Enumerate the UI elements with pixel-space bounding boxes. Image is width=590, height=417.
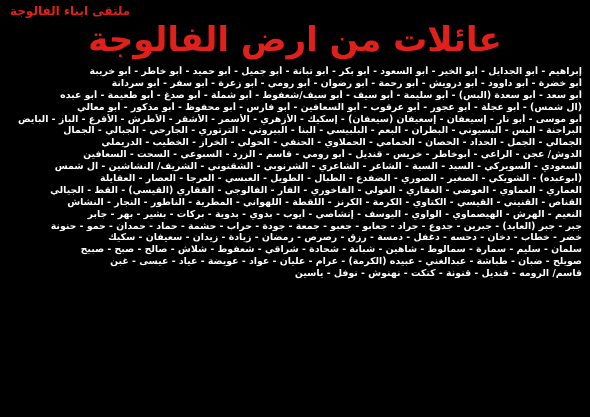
family-names-line: قاسم/ الرومه - قنديل - قنونة - كتكت - نهنوش - نوفل - ياسين <box>294 268 582 280</box>
family-names-line: خضر - خطاب - دخان - دحسه - دغفل - دمسة - رزق - رصرص - رمضان - زيادة - زيدان - سعيفان - سكيك <box>108 232 582 244</box>
family-names-line: الجمالي - الجمل - الحداد - الحصان - الحمامي - الحملاوي - الحنفي - الحولي - الخراز - الخطيب - الدريملي <box>101 137 582 149</box>
family-names-line: إبراهيم - أبو الجدايل - أبو الخير - أبو السعود - أبو بكر - أبو تبانة - أبو جميل - أبو حميد - أبو خاطر - أبو خريبة <box>89 66 582 77</box>
family-names-list <box>8 66 582 412</box>
family-names-line: صويلح - ضبان - طباشة - عبدالغني - عبيده (الكرمة) - عرام - عليان - عواد - عويضة - عياد - عيسى - غبن <box>110 256 582 268</box>
family-names-line: أبو سعد - أبو سعدة (البس) - أبو سليمة - أبو سيف - أبو سيف/شعفوط - أبو شملة - أبو صدغ - أبو طعيمة - أبو عبده <box>60 89 582 101</box>
family-names-line: السعودي - السويركي - السيد - السية - الشاعر - الشاعري - الشرنوبي - الشقنوني - الشريف/ النشاشين - آل شمس <box>54 161 582 173</box>
family-names-line: النعيم - الهرش - الهيصماوي - الواوي - اليوسف - إنشاصي - أيوب - بدوي - بدوية - بركات - بشير - بهر - جابر <box>87 208 582 220</box>
family-names-line: القناص - القنيني - القيسي - الكتاوي - الكرمة - الكرنز - اللقطة - اللهواني - المطرية - الناطور - النجار - النشاش <box>67 196 582 208</box>
family-names-line: البراجنة - البس - البسيوني - البطران - البعم - البلبيسي - البنا - البيروتي - الترتوري - الجارحي - الجبالي - الجمال <box>63 125 582 137</box>
family-names-line: سلمان - سليم - سمارة - سمالوط - شاهين - شبانة - شحادة - شراقي - شعفوط - شلاش - صالح - صبح - صبيح <box>80 244 582 256</box>
family-names-line: العماري - العماوي - العوضي - الغفاري - الغولي - الفاخوري - الفار - الفالوجي - الفقاري (القيسي) - القط - الجيالي <box>50 184 582 196</box>
family-names-line: أبو موسى - أبو نار - إسيعفان - إسعيفان (سيعفان) - إسكيك - الأزهري - الأسمر - الأشقر - الأطرش - الأقرع - الباز - البايض <box>18 113 582 125</box>
family-names-line: جبر - جبر (العايد) - جبرين - جدوع - جراد - جعابو - جعبو - جمعة - جودة - حراب - حشمة - حماد - حمدان - حمو - حنونة <box>50 220 582 232</box>
family-names-line: (آل شمس) - أبو عجلة - أبو عجور - أبو عرقوب - أبو السعافين - أبو فارس - أبو محفوظ - أبو مذكور - أبو معالي <box>76 101 582 113</box>
family-names-line: (أبوعبده) - الشويكي - الصغير - الصوري - الضفدع - الطبال - الطويل - العبسي - العرجا - العصار - العقايلة <box>100 173 582 185</box>
family-names-line: أبو خضرة - أبو داوود - أبو درويش - أبو رحمة - أبو رضوان - أبو رومي - أبو زعرة - أبو سفر - أبو سردانة <box>111 77 582 89</box>
poster-title: عائلات من ارض الفالوجة <box>88 20 502 60</box>
family-names-line: الدوش/ عجن - الراعي - أبوخاطر - خريس - قنديل - أبو رومي - قاسم - الزرد - السبوعي - السحت - السعافين <box>83 149 582 161</box>
group-tag: ملتقى ابناء الفالوجة <box>10 4 131 18</box>
